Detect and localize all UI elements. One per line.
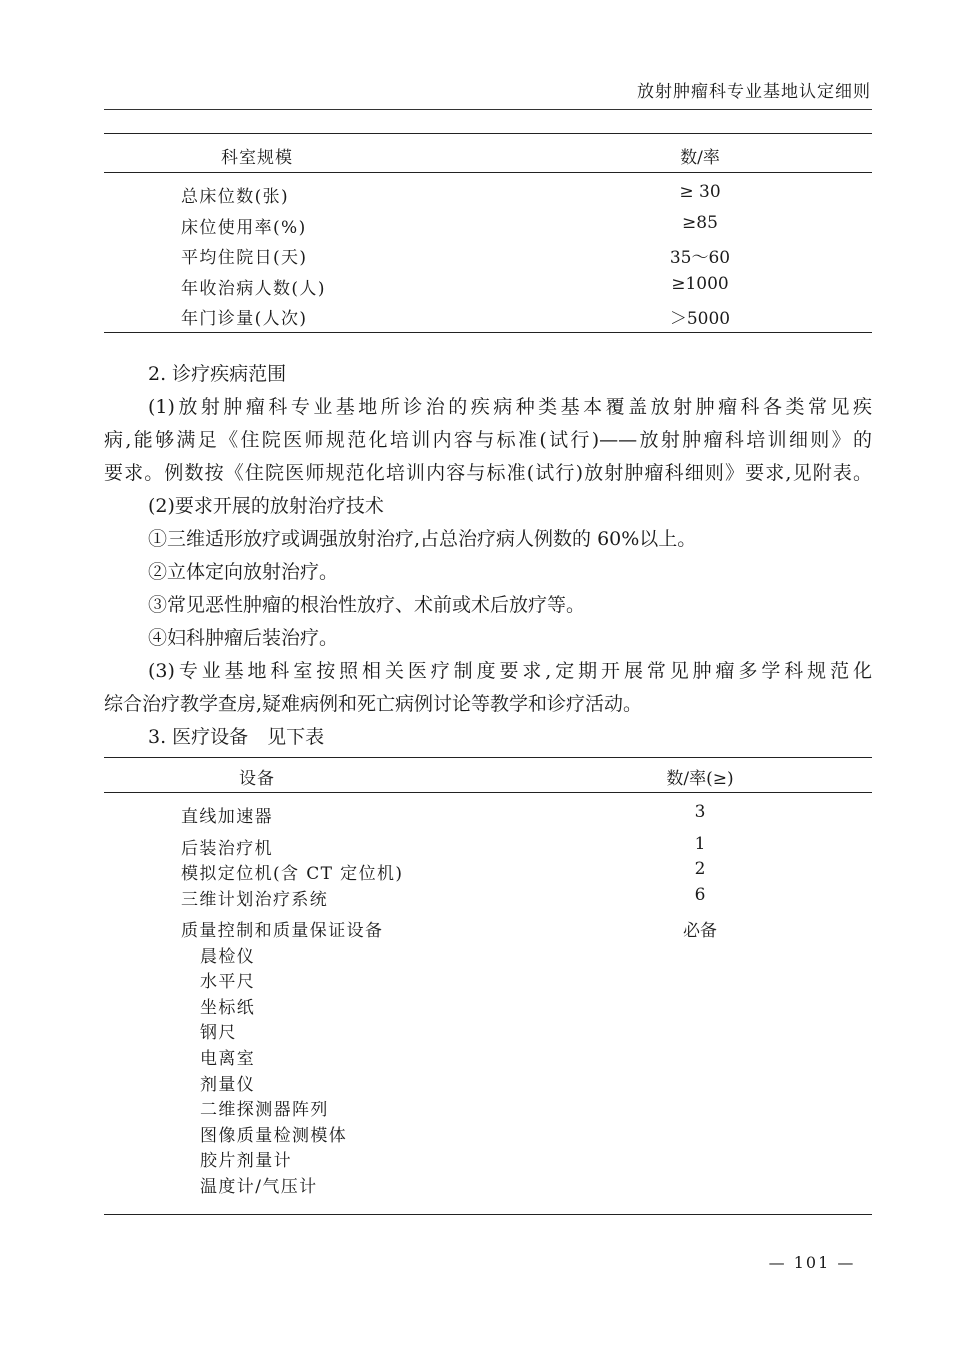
table2-header-rate: 数/率(≥) (666, 769, 734, 789)
table2-sub-item: 电离室 (200, 1049, 256, 1069)
table1-row-value: 35～60 (669, 248, 731, 268)
list-item: ④妇科肿瘤后装治疗。 (148, 627, 339, 649)
table1-row-label: 年收治病人数(人) (181, 279, 326, 299)
table2-bottom-rule (104, 1214, 872, 1215)
table2-row-label: 质量控制和质量保证设备 (181, 921, 384, 941)
running-head: 放射肿瘤科专业基地认定细则 (637, 82, 871, 102)
table2-row-label: 后装治疗机 (181, 839, 273, 859)
section2-heading: 2. 诊疗疾病范围 (148, 363, 287, 385)
table2-sub-item: 剂量仪 (200, 1075, 256, 1095)
table1-header-rule (104, 172, 872, 173)
table2-header-equipment: 设备 (239, 769, 275, 789)
header-rule (104, 109, 872, 110)
table2-sub-item: 钢尺 (200, 1023, 237, 1043)
paragraph-line: 病,能够满足《住院医师规范化培训内容与标准(试行)——放射肿瘤科培训细则》的 (104, 429, 872, 451)
table2-sub-item: 晨检仪 (200, 947, 256, 967)
list-item: ①三维适形放疗或调强放射治疗,占总治疗病人例数的 60%以上。 (148, 528, 697, 550)
paragraph-line: 要求。例数按《住院医师规范化培训内容与标准(试行)放射肿瘤科细则》要求,见附表。 (104, 462, 872, 484)
table2-row-value: 6 (694, 885, 706, 905)
table1-row-value: ≥85 (682, 213, 718, 233)
paragraph-line: 综合治疗教学查房,疑难病例和死亡病例讨论等教学和诊疗活动。 (104, 693, 643, 715)
paragraph-line: (3)专业基地科室按照相关医疗制度要求,定期开展常见肿瘤多学科规范化 (148, 660, 872, 682)
table2-sub-item: 二维探测器阵列 (200, 1100, 329, 1120)
table2-row-label: 直线加速器 (181, 807, 273, 827)
table1-top-rule (104, 133, 872, 134)
table2-sub-item: 胶片剂量计 (200, 1151, 292, 1171)
table2-row-value: 必备 (683, 921, 717, 941)
table1-row-label: 总床位数(张) (181, 187, 290, 207)
table2-row-value: 3 (694, 802, 706, 822)
table2-row-label: 模拟定位机(含 CT 定位机) (181, 864, 404, 884)
list-item: ③常见恶性肿瘤的根治性放疗、术前或术后放疗等。 (148, 594, 586, 616)
list-item: ②立体定向放射治疗。 (148, 561, 339, 583)
page-number: — 101 — (768, 1253, 856, 1272)
section3-heading: 3. 医疗设备 见下表 (148, 726, 325, 748)
table1-row-label: 平均住院日(天) (181, 248, 308, 268)
table1-row-value: ≥1000 (671, 274, 729, 294)
table2-header-rule (104, 792, 872, 793)
subheading: (2)要求开展的放射治疗技术 (148, 495, 384, 517)
table2-sub-item: 水平尺 (200, 972, 256, 992)
paragraph-line: (1)放射肿瘤科专业基地所诊治的疾病种类基本覆盖放射肿瘤科各类常见疾 (148, 396, 872, 418)
table2-sub-item: 坐标纸 (200, 998, 256, 1018)
table2-row-value: 1 (694, 834, 706, 854)
table1-header-rate: 数/率 (680, 148, 720, 168)
table2-sub-item: 温度计/气压计 (200, 1177, 318, 1197)
table1-header-scale: 科室规模 (221, 148, 293, 168)
table2-row-value: 2 (694, 859, 706, 879)
table2-sub-item: 图像质量检测模体 (200, 1126, 348, 1146)
table1-row-label: 年门诊量(人次) (181, 309, 308, 329)
table2-row-label: 三维计划治疗系统 (181, 890, 329, 910)
table1-row-value: ≥ 30 (679, 182, 721, 202)
table1-bottom-rule (104, 332, 872, 333)
table1-row-value: ＞5000 (669, 309, 731, 329)
table1-row-label: 床位使用率(%) (181, 218, 307, 238)
table2-top-rule (104, 757, 872, 758)
section2-body (104, 358, 872, 754)
